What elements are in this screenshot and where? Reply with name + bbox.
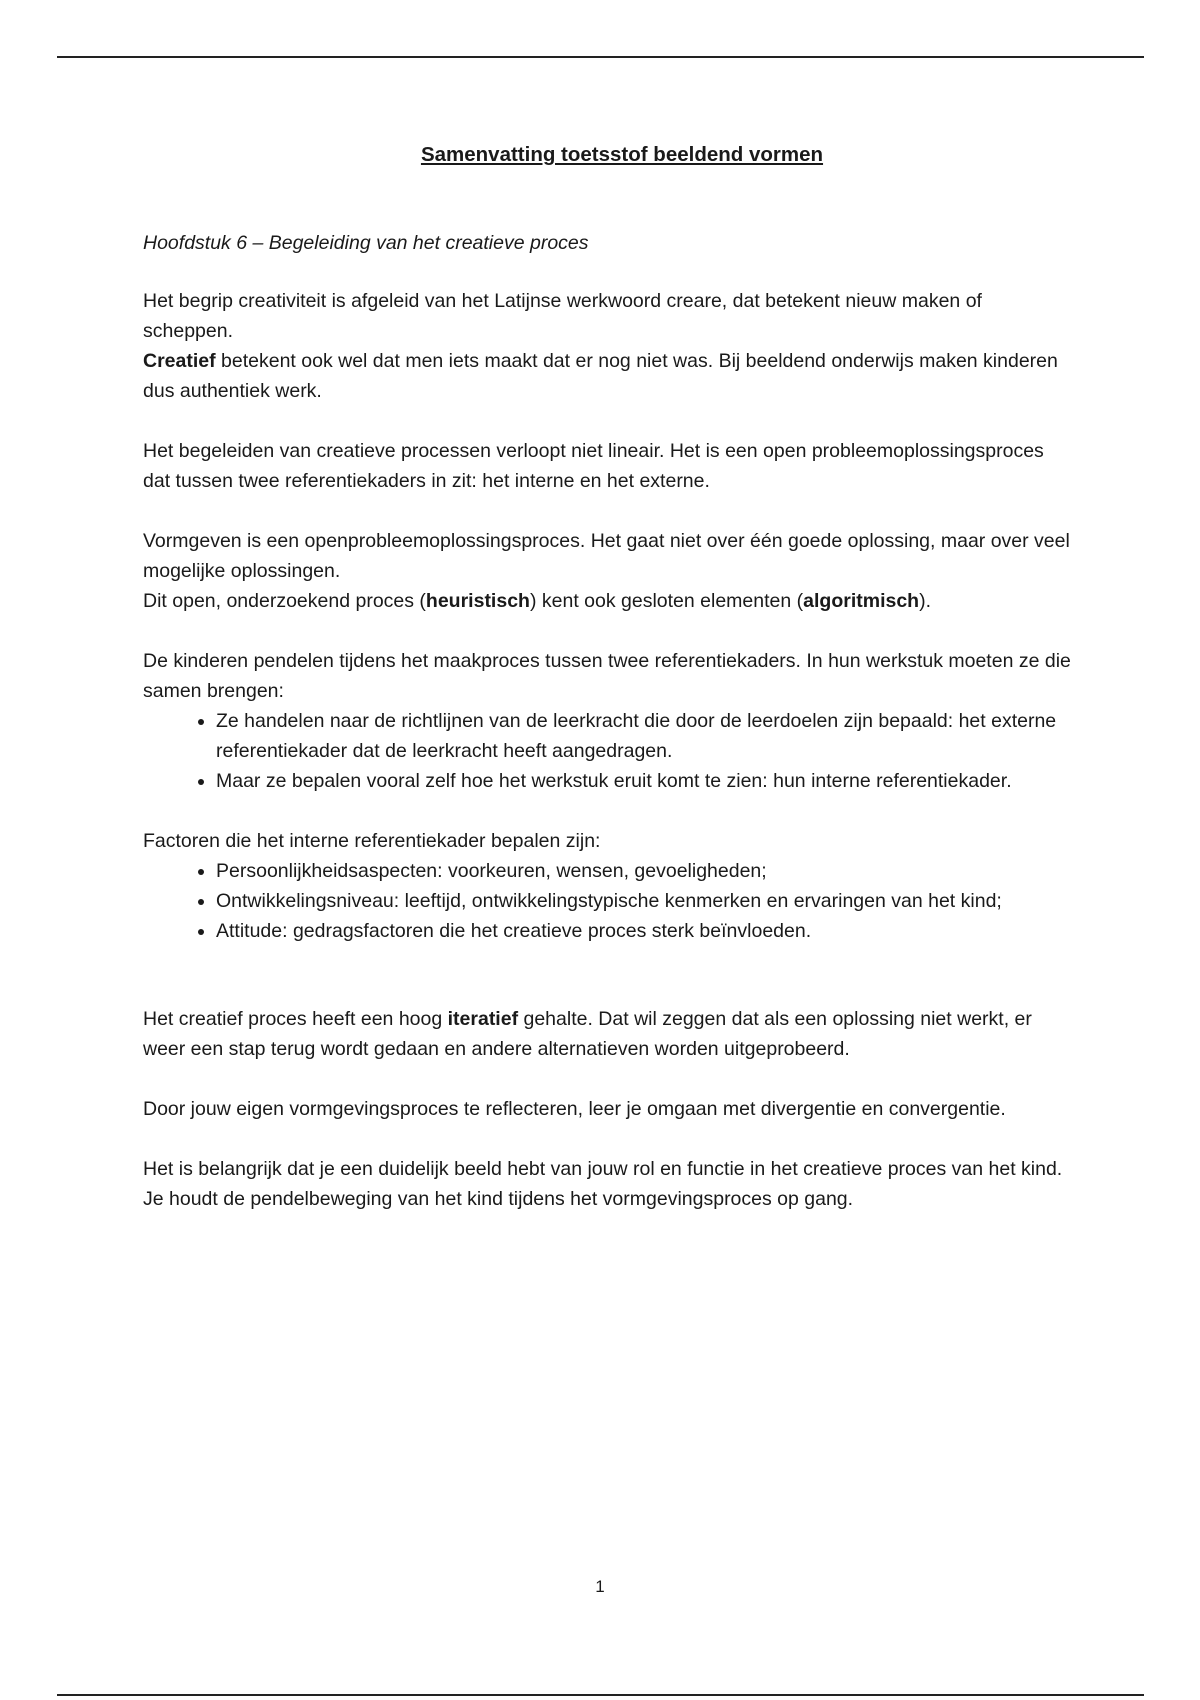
paragraph-text: ). <box>919 590 932 612</box>
paragraph-frames <box>143 646 1073 796</box>
bullet-list <box>143 706 1073 796</box>
list-item: • Attitude: gedragsfactoren die het creatieve proces sterk beïnvloeden. <box>216 916 1073 946</box>
header-rule <box>57 56 1144 58</box>
paragraph-text: ) kent ook gesloten elementen ( <box>529 590 804 612</box>
paragraph-text: Factoren die het interne referentiekader bepalen zijn: <box>143 830 601 852</box>
footer-rule <box>57 1694 1144 1696</box>
page-number: 1 <box>595 1577 605 1596</box>
list-item: • Maar ze bepalen vooral zelf hoe het werkstuk eruit komt te zien: hun interne referentiekader. <box>216 766 1073 796</box>
bold-term-creatief: Creatief <box>143 350 216 372</box>
paragraph-process: Het begeleiden van creatieve processen verloopt niet lineair. Het is een open probleemoplossingsproces dat tussen twee referentiekaders in zit: het interne en het externe. <box>143 440 1044 492</box>
paragraph-text: Het begrip creativiteit is afgeleid van het Latijnse werkwoord creare, dat betekent nieuw maken of scheppen. <box>143 290 982 342</box>
paragraph-text: gehalte. Dat wil zeggen dat als een oplossing niet werkt, er weer een stap terug wordt gedaan en andere alternatieven worden uitgeprobeerd. <box>143 1008 1032 1060</box>
paragraph-creativity <box>143 286 1073 406</box>
paragraph-factors <box>143 826 1073 946</box>
paragraph-reflect: Door jouw eigen vormgevingsproces te reflecteren, leer je omgaan met divergentie en convergentie. <box>143 1098 1006 1120</box>
paragraph-iterative <box>143 1004 1073 1064</box>
bold-term-heuristisch: heuristisch <box>425 590 530 612</box>
bold-term-algoritmisch: algoritmisch <box>803 590 920 612</box>
list-item: • Ze handelen naar de richtlijnen van de leerkracht die door de leerdoelen zijn bepaald: het externe referentiekader dat de leerkracht heeft aangedragen. <box>216 706 1073 766</box>
paragraph-role: Het is belangrijk dat je een duidelijk beeld hebt van jouw rol en functie in het creatieve proces van het kind. Je houdt de pendelbeweging van het kind tijdens het vormgevingsproces op gang. <box>143 1158 1063 1210</box>
document-title: Samenvatting toetsstof beeldend vormen <box>420 143 824 166</box>
paragraph-text: Dit open, onderzoekend proces ( <box>143 590 426 612</box>
bold-term-iteratief: iteratief <box>447 1008 519 1030</box>
paragraph-text: Het creatief proces heeft een hoog <box>143 1008 448 1030</box>
paragraph-text: betekent ook wel dat men iets maakt dat er nog niet was. Bij beeldend onderwijs maken kinderen dus authentiek werk. <box>143 350 1058 402</box>
paragraph-design <box>143 526 1073 616</box>
paragraph-text: Vormgeven is een openprobleemoplossingsproces. Het gaat niet over één goede oplossing, maar over veel mogelijke oplossingen. <box>143 530 1070 582</box>
document-body <box>143 140 1073 1244</box>
list-item: • Ontwikkelingsniveau: leeftijd, ontwikkelingstypische kenmerken en ervaringen van het kind; <box>216 886 1073 916</box>
list-item: • Persoonlijkheidsaspecten: voorkeuren, wensen, gevoeligheden; <box>216 856 1073 886</box>
paragraph-text: De kinderen pendelen tijdens het maakproces tussen twee referentiekaders. In hun werkstuk moeten ze die samen brengen: <box>143 650 1071 702</box>
chapter-heading: Hoofdstuk 6 – Begeleiding van het creatieve proces <box>143 232 589 254</box>
bullet-list <box>143 856 1073 946</box>
